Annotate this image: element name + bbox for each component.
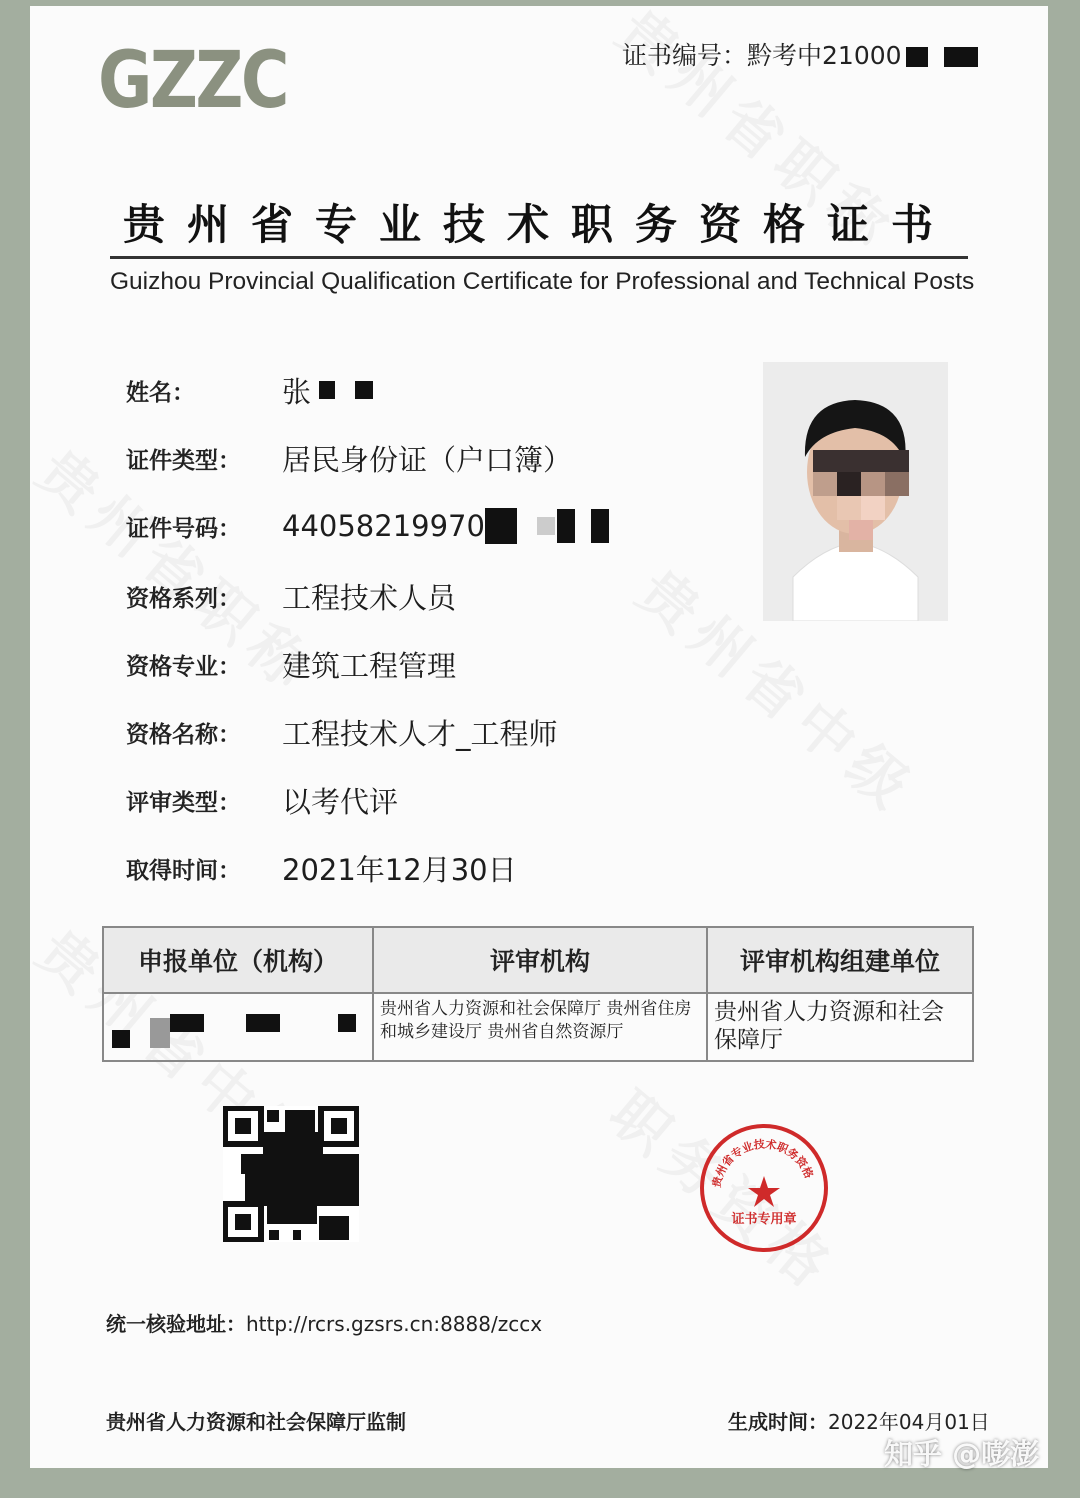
- redaction-mark: [591, 509, 609, 543]
- verification-label: 统一核验地址：: [106, 1312, 246, 1336]
- redaction-mark: [170, 1014, 204, 1032]
- field-value: 44058219970: [282, 509, 485, 543]
- certificate-number: [622, 36, 978, 72]
- field-value: 建筑工程管理: [282, 648, 457, 683]
- redaction-mark: [944, 47, 978, 67]
- redaction-mark: [355, 381, 373, 399]
- table-header: 评审机构: [373, 927, 707, 993]
- certificate-title: 贵州省专业技术职务资格证书: [122, 200, 955, 249]
- official-seal: [700, 1124, 828, 1252]
- generated-time: [728, 1406, 990, 1435]
- redaction-mark: [112, 1030, 130, 1048]
- seal-ring-text: 贵州省专业技术职务资格: [710, 1137, 816, 1189]
- redaction-mark: [150, 1018, 170, 1048]
- review-org-cell: 贵州省人力资源和社会保障厅 贵州省住房和城乡建设厅 贵州省自然资源厅: [373, 993, 707, 1061]
- table-header: 评审机构组建单位: [707, 927, 973, 993]
- field-value: 工程技术人员: [282, 580, 457, 615]
- field-value: 以考代评: [282, 784, 399, 819]
- field-value: 居民身份证（户口簿）: [282, 442, 573, 477]
- field-value: 2021年12月30日: [282, 852, 517, 887]
- generated-value: 2022年04月01日: [828, 1410, 990, 1434]
- table-header: 申报单位（机构）: [103, 927, 373, 993]
- seal-center-text: 证书专用章: [731, 1212, 797, 1227]
- applicant-org-cell: [103, 993, 373, 1061]
- redaction-mark: [246, 1014, 280, 1032]
- redaction-mark: [338, 1014, 356, 1032]
- field-label: 资格名称：: [126, 720, 241, 748]
- field-label: 评审类型：: [126, 788, 241, 816]
- field-label: 姓名：: [126, 378, 195, 406]
- zhihu-watermark: 知乎 @嘭澎: [884, 1437, 1040, 1471]
- field-id-type: [126, 438, 572, 478]
- field-label: 资格专业：: [126, 652, 241, 680]
- field-value: 工程技术人才_工程师: [282, 716, 558, 751]
- organization-table: [102, 926, 974, 1062]
- field-value: 张: [282, 374, 312, 409]
- verification-url[interactable]: http://rcrs.gzsrs.cn:8888/zccx: [246, 1312, 543, 1336]
- field-qualification-title: [126, 712, 558, 752]
- verification-address: [106, 1308, 542, 1337]
- field-qualification-major: [126, 644, 456, 684]
- field-qualification-series: [126, 576, 456, 616]
- redaction-mark: [537, 517, 555, 535]
- certificate: [30, 6, 1048, 1468]
- qr-code-image: [223, 1106, 359, 1242]
- review-org-builder-cell: 贵州省人力资源和社会保障厅: [707, 993, 973, 1061]
- field-name: [126, 370, 373, 410]
- seal-image: [704, 1128, 824, 1248]
- field-id-number: [126, 506, 609, 546]
- issuer: 贵州省人力资源和社会保障厅监制: [106, 1410, 406, 1434]
- field-label: 证件类型：: [126, 446, 241, 474]
- holder-photo-image: [763, 362, 948, 621]
- field-label: 证件号码：: [126, 514, 241, 542]
- generated-label: 生成时间：: [728, 1410, 828, 1434]
- redaction-mark: [557, 509, 575, 543]
- holder-photo: [763, 362, 948, 621]
- certificate-number-value: 黔考中21000: [747, 41, 902, 70]
- redaction-mark: [319, 381, 335, 399]
- field-acquired-date: [126, 848, 517, 888]
- field-review-type: [126, 780, 398, 820]
- title-rule: [110, 256, 968, 259]
- certificate-subtitle: Guizhou Provincial Qualification Certificate for Professional and Technical Posts: [110, 268, 975, 295]
- field-label: 资格系列：: [126, 584, 241, 612]
- redaction-mark: [485, 508, 517, 544]
- certificate-number-label: 证书编号：: [622, 41, 748, 70]
- redaction-mark: [906, 47, 928, 67]
- gzzc-logo: GZZC: [98, 36, 288, 126]
- field-label: 取得时间：: [126, 856, 241, 884]
- verification-qr-code: [223, 1106, 359, 1242]
